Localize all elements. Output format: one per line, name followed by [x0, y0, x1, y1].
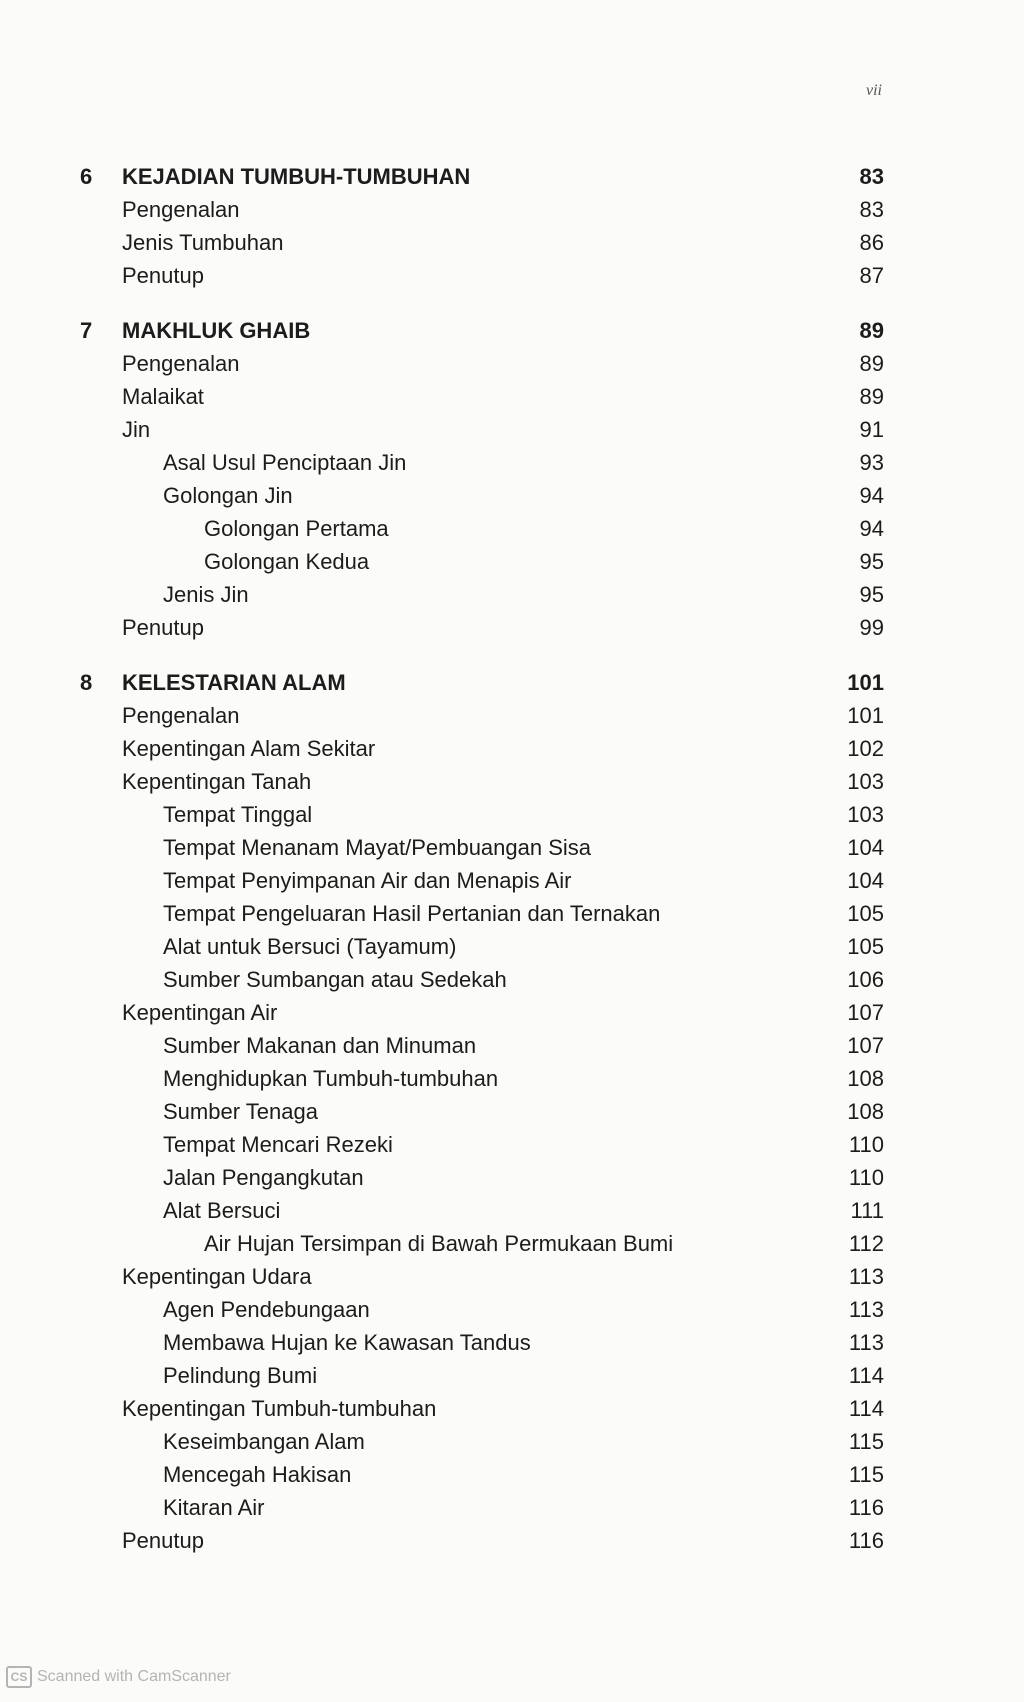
toc-entry[interactable] [0, 578, 1024, 611]
toc-entry-page: 106 [847, 967, 884, 992]
toc-entry[interactable] [0, 963, 1024, 996]
toc-entry[interactable] [0, 512, 1024, 545]
toc-entry[interactable] [0, 831, 1024, 864]
page-number: vii [866, 82, 882, 99]
chapter-title: MAKHLUK GHAIB [122, 318, 311, 343]
toc-entry-title: Sumber Tenaga [163, 1099, 318, 1124]
toc-entry-title: Tempat Menanam Mayat/Pembuangan Sisa [163, 835, 592, 860]
toc-entry-page: 105 [847, 934, 884, 959]
chapter-8 [0, 666, 1024, 1557]
toc-entry-title: Pelindung Bumi [163, 1363, 318, 1388]
toc-entry[interactable] [0, 1029, 1024, 1062]
toc-entry-page: 116 [848, 1495, 884, 1520]
toc-entry-page: 83 [859, 197, 884, 222]
toc-entry-title: Agen Pendebungaan [163, 1297, 370, 1322]
toc-entry[interactable] [0, 380, 1024, 413]
toc-entry[interactable] [0, 897, 1024, 930]
toc-entry-page: 114 [848, 1396, 884, 1421]
chapter-6 [0, 160, 1024, 292]
toc-entry-page: 116 [848, 1528, 884, 1553]
toc-entry-page: 89 [859, 351, 884, 376]
chapter-page: 83 [859, 164, 884, 189]
toc-entry-page: 94 [859, 516, 884, 541]
toc-entry-page: 107 [847, 1000, 884, 1025]
toc-entry[interactable] [0, 996, 1024, 1029]
chapter-title: KEJADIAN TUMBUH-TUMBUHAN [122, 164, 471, 189]
toc-entry-page: 114 [848, 1363, 884, 1388]
toc-entry-title: Tempat Tinggal [163, 802, 313, 827]
toc-entry[interactable] [0, 413, 1024, 446]
toc-entry[interactable] [0, 1293, 1024, 1326]
toc-entry-title: Jenis Jin [163, 582, 249, 607]
toc-entry-page: 110 [848, 1165, 884, 1190]
toc-entry-page: 94 [859, 483, 884, 508]
toc-entry-page: 108 [847, 1066, 884, 1091]
toc-entry[interactable] [0, 864, 1024, 897]
toc-entry-title: Mencegah Hakisan [163, 1462, 352, 1487]
toc-entry-page: 95 [859, 582, 884, 607]
toc-entry[interactable] [0, 1425, 1024, 1458]
toc-entry[interactable] [0, 1095, 1024, 1128]
toc-entry-title: Tempat Pengeluaran Hasil Pertanian dan Ternakan [163, 901, 661, 926]
toc-entry[interactable] [0, 1161, 1024, 1194]
toc-entry-title: Keseimbangan Alam [163, 1429, 365, 1454]
toc-entry-page: 113 [848, 1297, 884, 1322]
toc-entry-title: Menghidupkan Tumbuh-tumbuhan [163, 1066, 499, 1091]
toc-entry-title: Penutup [122, 615, 204, 640]
toc-entry[interactable] [0, 1128, 1024, 1161]
toc-entry[interactable] [0, 611, 1024, 644]
toc-entry-title: Sumber Sumbangan atau Sedekah [163, 967, 507, 992]
toc-entry-title: Membawa Hujan ke Kawasan Tandus [163, 1330, 531, 1355]
toc-entry-page: 112 [848, 1231, 884, 1256]
toc-entry[interactable] [0, 446, 1024, 479]
toc-entry-page: 93 [859, 450, 884, 475]
toc-entry-page: 110 [848, 1132, 884, 1157]
toc-entry-title: Tempat Mencari Rezeki [163, 1132, 393, 1157]
toc-entry-title: Kepentingan Air [122, 1000, 278, 1025]
toc-entry-page: 115 [848, 1429, 884, 1454]
toc-entry[interactable] [0, 732, 1024, 765]
toc-entry-title: Pengenalan [122, 703, 240, 728]
toc-entry-page: 104 [847, 868, 884, 893]
toc-entry-title: Penutup [122, 1528, 204, 1553]
toc-entry-title: Pengenalan [122, 197, 240, 222]
toc-entry-page: 103 [847, 802, 884, 827]
camscanner-logo-icon: CS [6, 1666, 32, 1688]
toc-entry[interactable] [0, 1194, 1024, 1227]
chapter-title: KELESTARIAN ALAM [122, 670, 346, 695]
chapter-heading[interactable] [0, 666, 1024, 699]
toc-entry-page: 101 [847, 703, 884, 728]
chapter-number: 7 [80, 318, 93, 343]
toc-entry-title: Golongan Pertama [204, 516, 389, 541]
toc-entry-title: Air Hujan Tersimpan di Bawah Permukaan Bumi [204, 1231, 674, 1256]
toc-entry-page: 113 [848, 1264, 884, 1289]
toc-entry[interactable] [0, 193, 1024, 226]
toc-entry-page: 107 [847, 1033, 884, 1058]
table-of-contents [0, 160, 1024, 1579]
toc-entry[interactable] [0, 765, 1024, 798]
toc-entry[interactable] [0, 930, 1024, 963]
toc-entry[interactable] [0, 1392, 1024, 1425]
toc-entry-title: Golongan Kedua [204, 549, 370, 574]
toc-entry-title: Kepentingan Tanah [122, 769, 312, 794]
chapter-page: 89 [859, 318, 884, 343]
toc-entry-page: 108 [847, 1099, 884, 1124]
toc-entry[interactable] [0, 699, 1024, 732]
chapter-number: 6 [80, 164, 93, 189]
toc-entry-page: 115 [848, 1462, 884, 1487]
toc-entry-title: Kepentingan Alam Sekitar [122, 736, 376, 761]
toc-entry-page: 102 [847, 736, 884, 761]
toc-entry-title: Sumber Makanan dan Minuman [163, 1033, 477, 1058]
toc-entry-page: 99 [859, 615, 884, 640]
toc-entry-title: Kepentingan Udara [122, 1264, 312, 1289]
chapter-page: 101 [847, 670, 884, 695]
toc-entry[interactable] [0, 545, 1024, 578]
toc-entry-page: 91 [859, 417, 884, 442]
toc-entry-title: Tempat Penyimpanan Air dan Menapis Air [163, 868, 572, 893]
toc-entry-title: Jalan Pengangkutan [163, 1165, 364, 1190]
toc-entry[interactable] [0, 259, 1024, 292]
toc-entry[interactable] [0, 479, 1024, 512]
toc-entry[interactable] [0, 798, 1024, 831]
toc-entry-title: Jenis Tumbuhan [122, 230, 284, 255]
toc-entry[interactable] [0, 1062, 1024, 1095]
toc-entry-page: 87 [859, 263, 884, 288]
toc-entry-page: 105 [847, 901, 884, 926]
toc-entry-title: Malaikat [122, 384, 204, 409]
toc-entry-page: 86 [859, 230, 884, 255]
toc-entry[interactable] [0, 1260, 1024, 1293]
toc-entry[interactable] [0, 226, 1024, 259]
toc-entry-page: 111 [850, 1198, 884, 1223]
toc-entry-title: Alat untuk Bersuci (Tayamum) [163, 934, 457, 959]
toc-entry-page: 113 [848, 1330, 884, 1355]
toc-entry-page: 95 [859, 549, 884, 574]
toc-entry-page: 103 [847, 769, 884, 794]
chapter-heading[interactable] [0, 314, 1024, 347]
toc-entry-title: Kitaran Air [163, 1495, 265, 1520]
toc-entry-title: Asal Usul Penciptaan Jin [163, 450, 407, 475]
toc-entry[interactable] [0, 1524, 1024, 1557]
toc-entry-title: Jin [122, 417, 151, 442]
scanner-watermark-text: Scanned with CamScanner [37, 1668, 231, 1685]
toc-entry[interactable] [0, 1458, 1024, 1491]
toc-entry[interactable] [0, 1359, 1024, 1392]
toc-entry-title: Alat Bersuci [163, 1198, 281, 1223]
chapter-number: 8 [80, 670, 93, 695]
toc-entry[interactable] [0, 1227, 1024, 1260]
toc-entry-title: Penutup [122, 263, 204, 288]
chapter-heading[interactable] [0, 160, 1024, 193]
scanner-watermark [6, 1666, 231, 1688]
toc-entry-page: 104 [847, 835, 884, 860]
chapter-7 [0, 314, 1024, 644]
toc-entry[interactable] [0, 1491, 1024, 1524]
toc-entry-title: Pengenalan [122, 351, 240, 376]
toc-entry-title: Kepentingan Tumbuh-tumbuhan [122, 1396, 437, 1421]
toc-entry-page: 89 [859, 384, 884, 409]
toc-entry[interactable] [0, 347, 1024, 380]
toc-entry-title: Golongan Jin [163, 483, 293, 508]
toc-entry[interactable] [0, 1326, 1024, 1359]
